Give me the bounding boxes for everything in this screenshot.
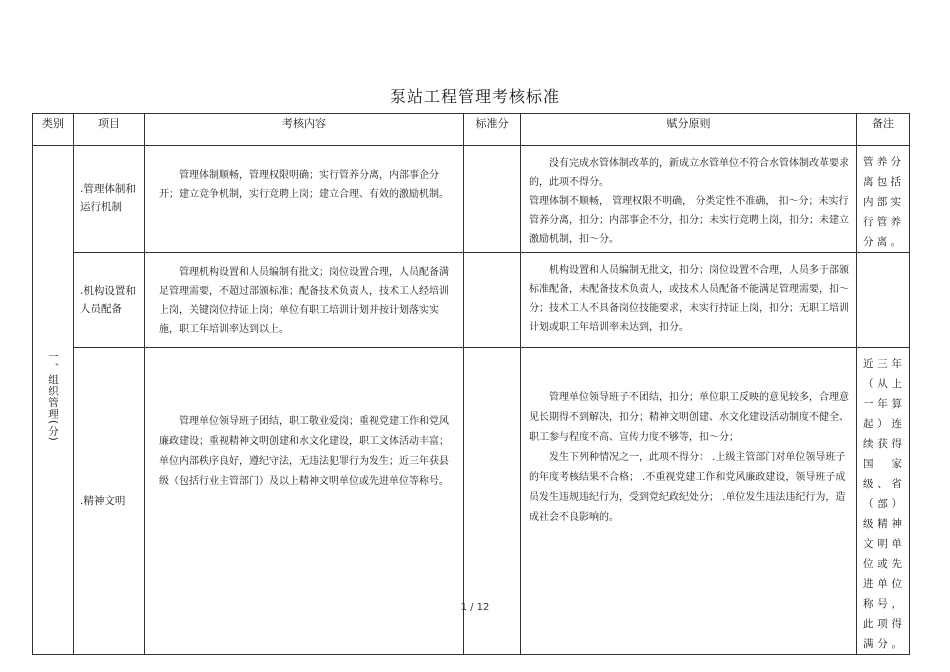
header-content: 考核内容 xyxy=(145,114,464,146)
row-score xyxy=(464,146,521,253)
header-score: 标准分 xyxy=(464,114,521,146)
row-note xyxy=(857,253,910,348)
table-row xyxy=(33,146,910,253)
header-category: 类别 xyxy=(33,114,74,146)
principle-paragraph: 没有完成水管体制改革的，新成立水管单位不符合水管体制改革要求的，此项不得分。 xyxy=(529,158,849,188)
row-principle xyxy=(521,253,857,348)
row-content: 管理单位领导班子团结，职工敬业爱岗；重视党建工作和党风廉政建设；重视精神文明创建和水文化建设，职工文体活动丰富；单位内部秩序良好，遵纪守法，无违法犯罪行为发生；近三年获县级（包括行业主管部门）及以上精神文明单位或先进单位等称号。 xyxy=(145,348,464,655)
category-label: 一、组织管理(分) xyxy=(47,351,59,442)
header-principle: 赋分原则 xyxy=(521,114,857,146)
row-note: 管养分离包括内部实行管养分离。 xyxy=(857,146,910,253)
row-principle xyxy=(521,146,857,253)
table-row xyxy=(33,253,910,348)
header-item: 项目 xyxy=(74,114,145,146)
row-item: .管理体制和运行机制 xyxy=(74,146,145,253)
header-note: 备注 xyxy=(857,114,910,146)
page-title: 泵站工程管理考核标准 xyxy=(389,87,560,106)
row-score xyxy=(464,253,521,348)
table-header-row xyxy=(33,114,910,146)
principle-paragraph: 机构设置和人员编制无批文，扣分；岗位设置不合理，人员多于部颁标准配备，未配备技术负责人，或技术人员配备不能满足管理需要，扣～分；技术工人不具备岗位技能要求，未实行持证上岗，扣分；无职工培训计划或职工年培训率未达到，扣分。 xyxy=(529,265,849,333)
row-content: 管理机构设置和人员编制有批文；岗位设置合理，人员配备满足管理需要，不超过部颁标准；配备技术负责人，技术工人经培训上岗，关键岗位持证上岗；单位有职工培训计划并按计划落实实施，职工年培训率达到以上。 xyxy=(145,253,464,348)
category-cell xyxy=(33,146,74,655)
principle-paragraph: 管理单位领导班子不团结，扣分；单位职工反映的意见较多，合理意见长期得不到解决，扣分；精神文明创建、水文化建设活动制度不健全、职工参与程度不高、宣传力度不够等，扣～分； xyxy=(529,392,849,443)
row-item: .机构设置和人员配备 xyxy=(74,253,145,348)
principle-paragraph: 发生下列种情况之一，此项不得分： .上级主管部门对单位领导班子的年度考核结果不合格； .不重视党建工作和党风廉政建设，领导班子成员发生违规违纪行为，受到党纪政纪处分； .单位发生违法违纪行为，造成社会不良影响的。 xyxy=(529,452,846,523)
row-note: 近三年（从上一年算起）连续获得国家级、省（部）级精神文明单位或先进单位称号，此项得满分。 xyxy=(857,348,910,655)
page-number: 1 / 12 xyxy=(460,602,490,613)
principle-paragraph: 管理体制不顺畅， 管理权限不明确， 分类定性不准确， 扣～分；未实行管养分离，扣分；内部事企不分，扣分；未实行竞聘上岗，扣分；未建立激励机制，扣～分。 xyxy=(529,196,849,245)
row-content: 管理体制顺畅，管理权限明确；实行管养分离，内部事企分开；建立竞争机制，实行竞聘上岗；建立合理、有效的激励机制。 xyxy=(145,146,464,253)
assessment-table xyxy=(32,113,910,655)
row-item: .精神文明 xyxy=(74,348,145,655)
